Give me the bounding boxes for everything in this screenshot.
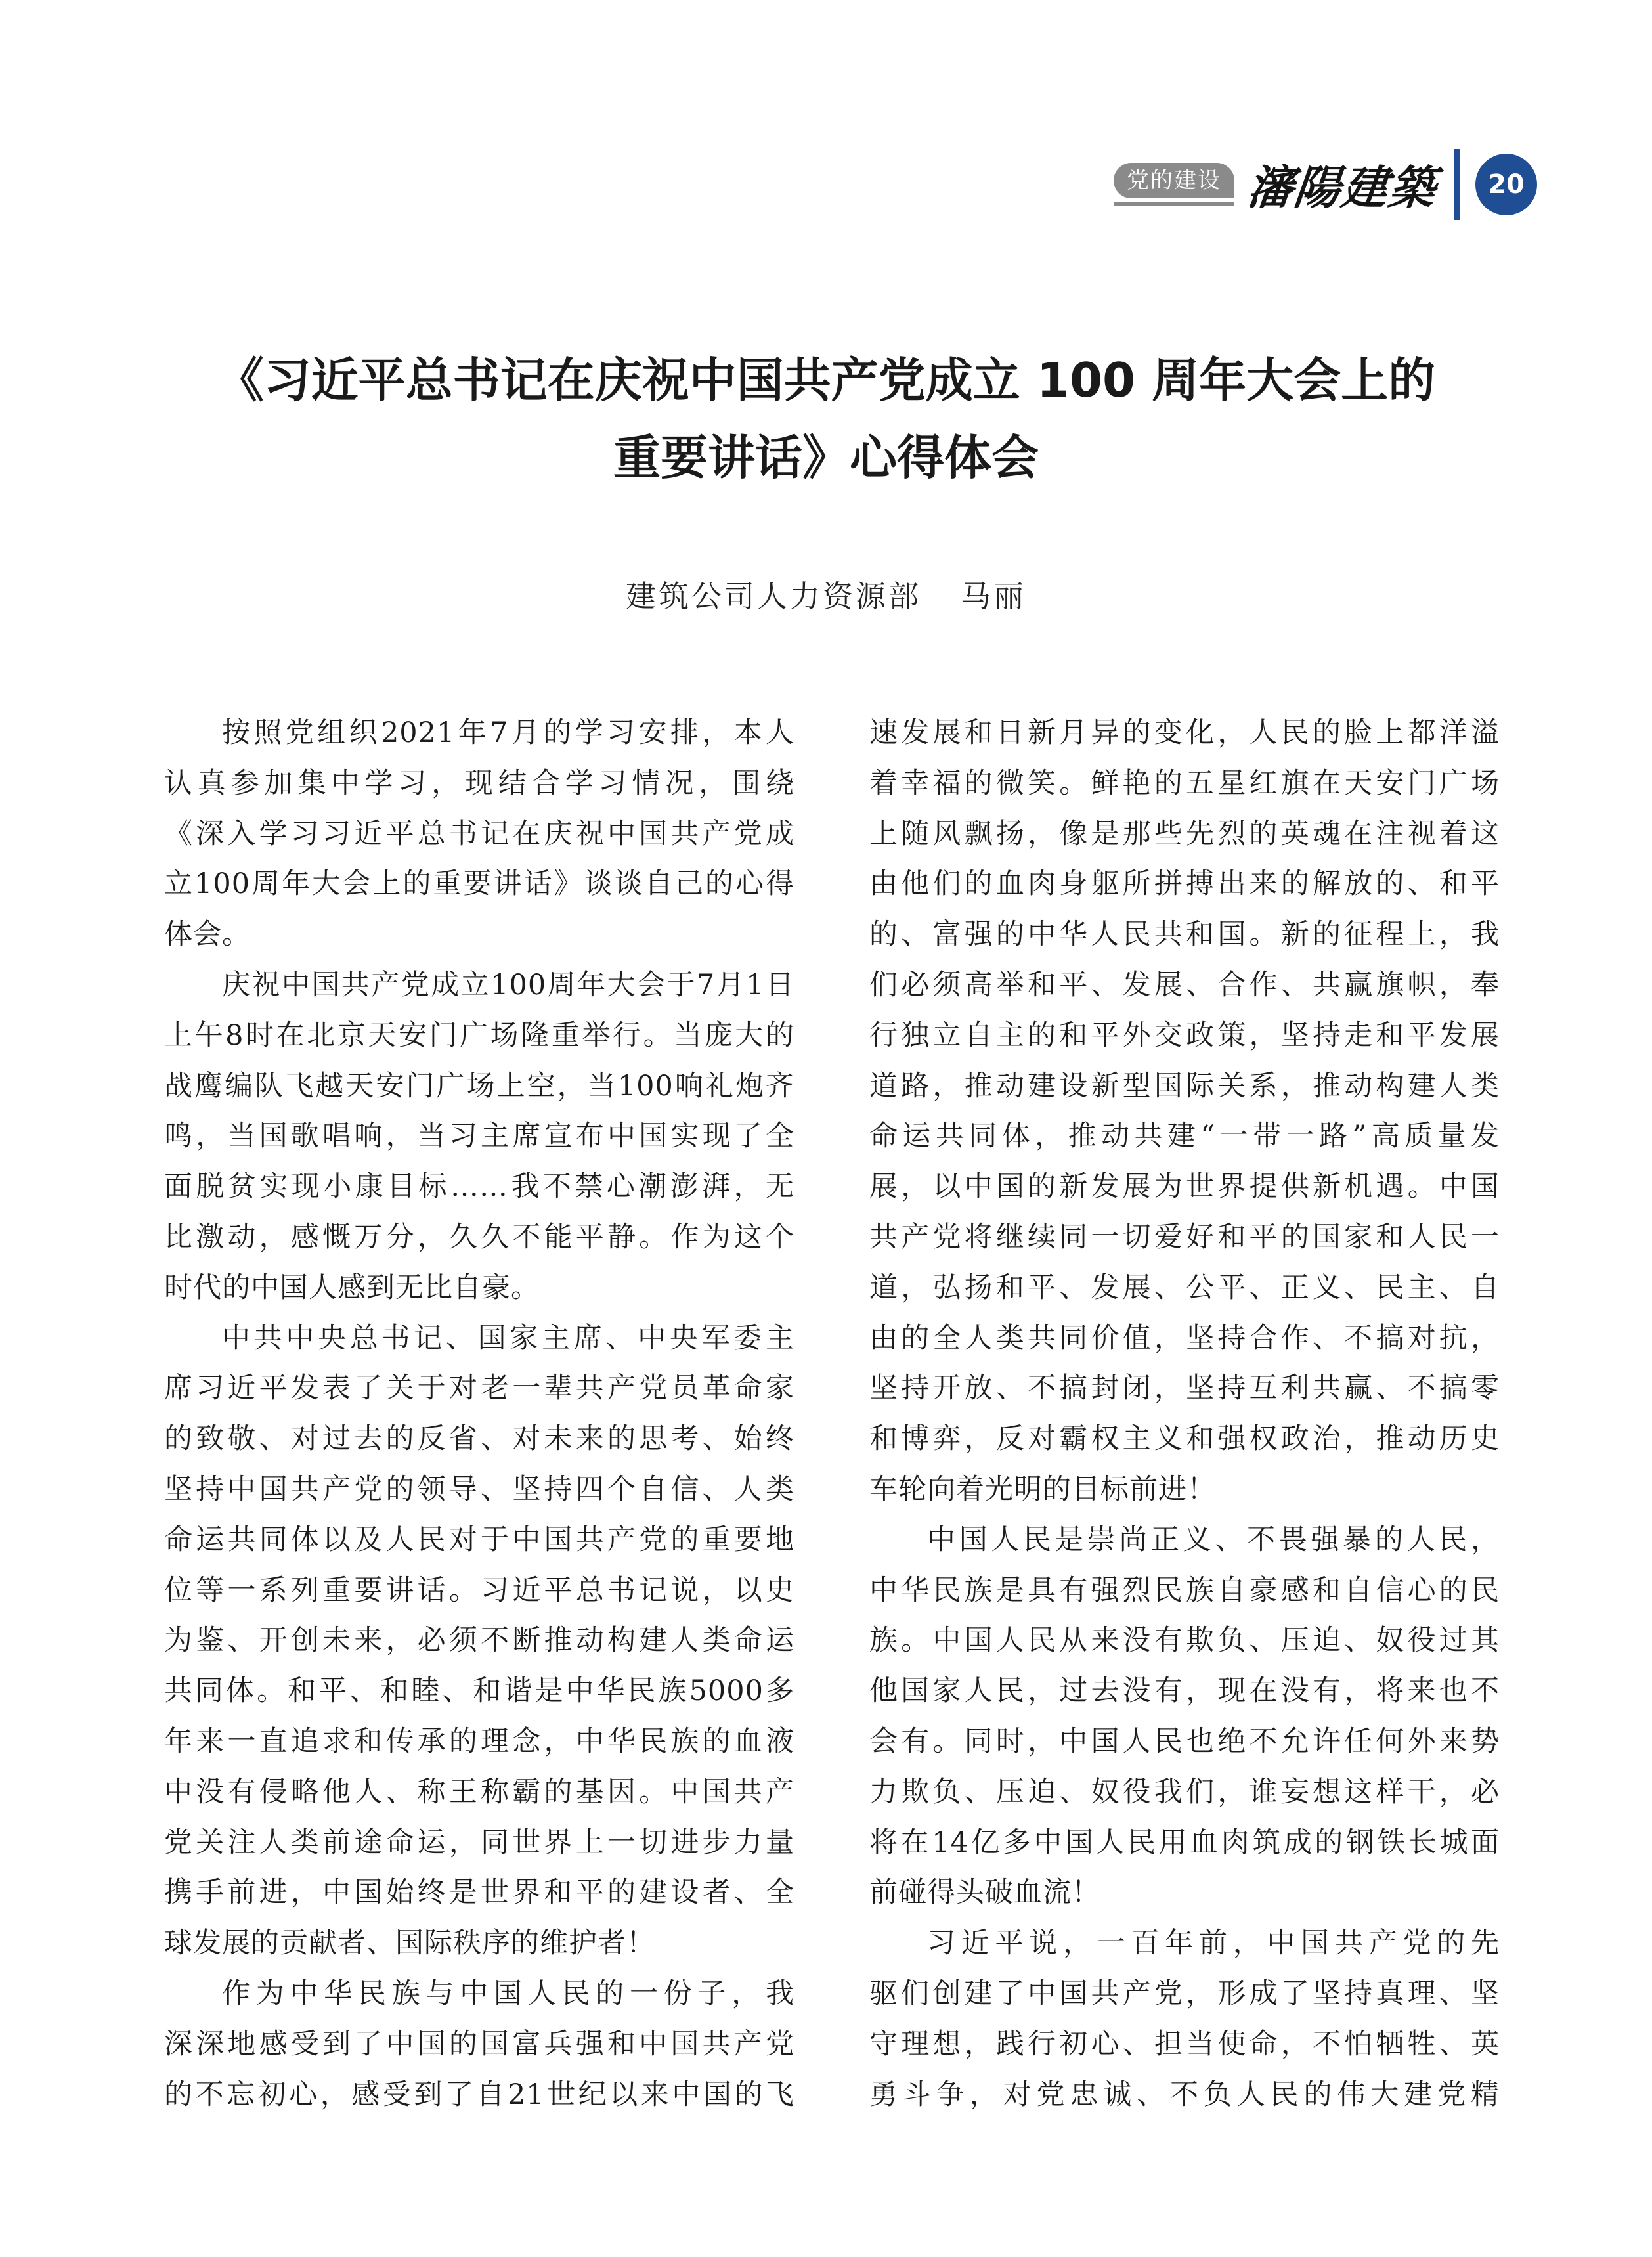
body-line: 的、富强的中华人民共和国。新的征程上，我 [869, 918, 1500, 952]
body-line: 驱们创建了中国共产党，形成了坚持真理、坚 [869, 1977, 1500, 2010]
author-department: 建筑公司人力资源部 [626, 579, 921, 614]
body-line: 勇斗争，对党忠诚、不负人民的伟大建党精 [869, 2078, 1500, 2111]
body-line: 会有。同时，中国人民也绝不允许任何外来势 [869, 1724, 1500, 1758]
section-underline [1114, 202, 1234, 206]
body-line: 携手前进，中国始终是世界和平的建设者、全 [164, 1876, 794, 1910]
body-line: 比激动，感慨万分，久久不能平静。作为这个 [164, 1220, 794, 1254]
body-line: 《深入学习习近平总书记在庆祝中国共产党成 [164, 817, 794, 850]
header-divider [1454, 149, 1460, 220]
body-line: 的不忘初心，感受到了自21世纪以来中国的飞 [164, 2078, 794, 2111]
body-line: 的致敬、对过去的反省、对未来的思考、始终 [164, 1422, 794, 1456]
body-line: 作为中华民族与中国人民的一份子，我 [222, 1977, 794, 2010]
body-line: 党关注人类前途命运，同世界上一切进步力量 [164, 1826, 794, 1859]
body-line: 立100周年大会上的重要讲话》谈谈自己的心得 [164, 867, 794, 901]
author-name: 马丽 [961, 579, 1026, 614]
article-title [0, 341, 1652, 496]
body-line: 球发展的贡献者、国际秩序的维护者！ [164, 1927, 655, 1960]
page-header [1114, 150, 1537, 219]
body-line: 由他们的血肉身躯所拼搏出来的解放的、和平 [869, 867, 1500, 901]
body-line: 命运共同体，推动共建“一带一路”高质量发 [869, 1120, 1500, 1153]
body-line: 道，弘扬和平、发展、公平、正义、民主、自 [869, 1271, 1500, 1304]
body-line: 展，以中国的新发展为世界提供新机遇。中国 [869, 1170, 1500, 1204]
body-line: 们必须高举和平、发展、合作、共赢旗帜，奉 [869, 968, 1500, 1001]
body-line: 庆祝中国共产党成立100周年大会于7月1日 [222, 968, 794, 1001]
body-line: 坚持中国共产党的领导、坚持四个自信、人类 [164, 1472, 794, 1506]
body-line: 中国人民是崇尚正义、不畏强暴的人民， [927, 1523, 1500, 1556]
section-label: 党的建设 [1114, 163, 1234, 198]
section-tag [1114, 163, 1234, 206]
body-line: 力欺负、压迫、奴役我们，谁妄想这样干，必 [869, 1775, 1500, 1808]
body-line: 上午8时在北京天安门广场隆重举行。当庞大的 [164, 1019, 794, 1052]
body-line: 命运共同体以及人民对于中国共产党的重要地 [164, 1523, 794, 1556]
body-line: 认真参加集中学习，现结合学习情况，围绕 [164, 766, 794, 800]
body-line: 时代的中国人感到无比自豪。 [164, 1271, 540, 1304]
body-line: 他国家人民，过去没有，现在没有，将来也不 [869, 1675, 1500, 1708]
title-line-1: 《习近平总书记在庆祝中国共产党成立 100 周年大会上的 [216, 353, 1436, 408]
body-line: 中华民族是具有强烈民族自豪感和自信心的民 [869, 1573, 1500, 1607]
body-line: 前碰得头破血流！ [869, 1876, 1100, 1910]
page-number: 20 [1475, 154, 1537, 215]
body-line: 共同体。和平、和睦、和谐是中华民族5000多 [164, 1675, 794, 1708]
body-line: 鸣，当国歌唱响，当习主席宣布中国实现了全 [164, 1120, 794, 1153]
title-line-2: 重要讲话》心得体会 [613, 430, 1039, 485]
body-line: 速发展和日新月异的变化，人民的脸上都洋溢 [869, 716, 1500, 749]
body-line: 位等一系列重要讲话。习近平总书记说，以史 [164, 1573, 794, 1607]
body-line: 坚持开放、不搞封闭，坚持互利共赢、不搞零 [869, 1372, 1500, 1405]
body-line: 道路，推动建设新型国际关系，推动构建人类 [869, 1069, 1500, 1103]
body-line: 守理想，践行初心、担当使命，不怕牺牲、英 [869, 2027, 1500, 2061]
body-line: 中共中央总书记、国家主席、中央军委主 [222, 1321, 794, 1355]
body-column-left [164, 708, 794, 2120]
body-column-right [869, 708, 1500, 2120]
body-line: 由的全人类共同价值，坚持合作、不搞对抗， [869, 1321, 1500, 1355]
body-line: 和博弈，反对霸权主义和强权政治，推动历史 [869, 1422, 1500, 1456]
body-line: 体会。 [164, 918, 251, 952]
body-line: 中没有侵略他人、称王称霸的基因。中国共产 [164, 1775, 794, 1808]
body-line: 为鉴、开创未来，必须不断推动构建人类命运 [164, 1624, 794, 1657]
body-line: 上随风飘扬，像是那些先烈的英魂在注视着这 [869, 817, 1500, 850]
body-line: 行独立自主的和平外交政策，坚持走和平发展 [869, 1019, 1500, 1052]
body-line: 战鹰编队飞越天安门广场上空，当100响礼炮齐 [164, 1069, 794, 1103]
brand-logo: 瀋陽建築 [1244, 160, 1439, 215]
body-line: 着幸福的微笑。鲜艳的五星红旗在天安门广场 [869, 766, 1500, 800]
body-line: 族。中国人民从来没有欺负、压迫、奴役过其 [869, 1624, 1500, 1657]
body-line: 面脱贫实现小康目标……我不禁心潮澎湃，无 [164, 1170, 794, 1204]
body-line: 年来一直追求和传承的理念，中华民族的血液 [164, 1724, 794, 1758]
body-line: 车轮向着光明的目标前进！ [869, 1472, 1216, 1506]
body-line: 按照党组织2021年7月的学习安排，本人 [222, 716, 794, 749]
body-line: 席习近平发表了关于对老一辈共产党员革命家 [164, 1372, 794, 1405]
body-line: 将在14亿多中国人民用血肉筑成的钢铁长城面 [869, 1826, 1500, 1859]
body-line: 深深地感受到了中国的国富兵强和中国共产党 [164, 2027, 794, 2061]
body-line: 习近平说，一百年前，中国共产党的先 [927, 1927, 1500, 1960]
body-line: 共产党将继续同一切爱好和平的国家和人民一 [869, 1220, 1500, 1254]
author-byline [0, 573, 1652, 616]
